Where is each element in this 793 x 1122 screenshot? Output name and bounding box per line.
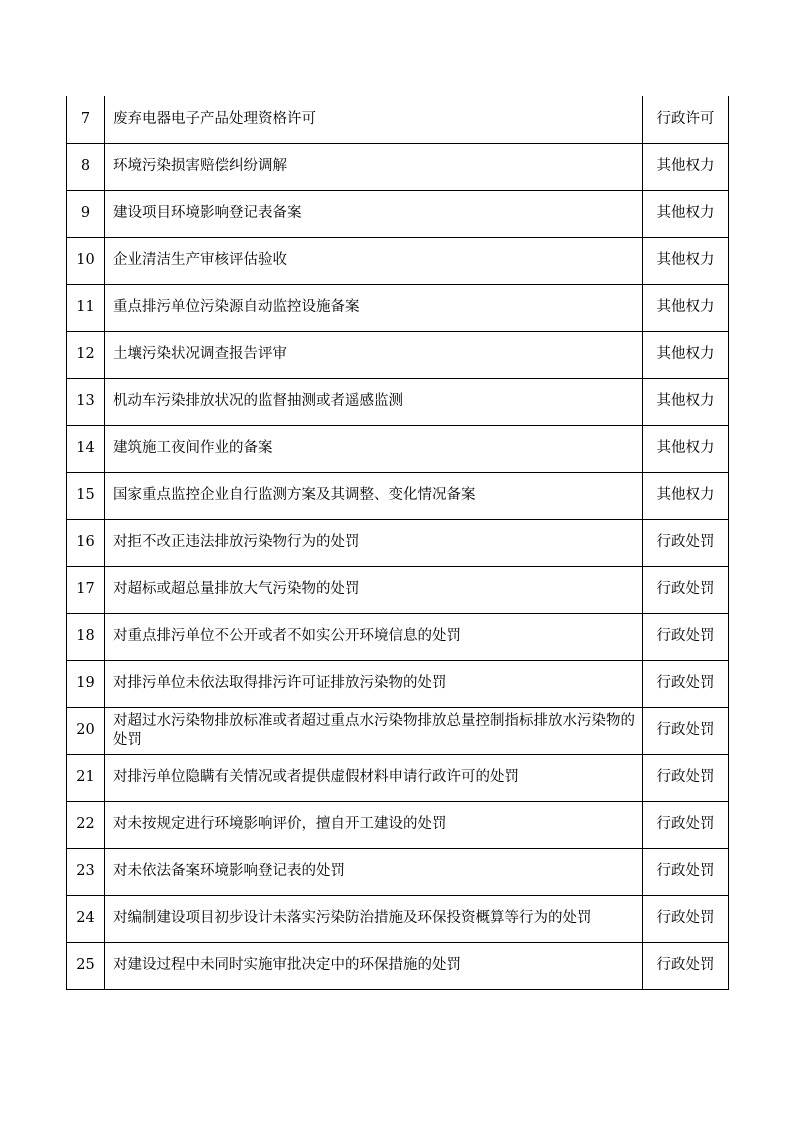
table-row: [67, 754, 729, 801]
item-name: 环境污染损害赔偿纠纷调解: [105, 143, 643, 190]
row-number: 22: [67, 801, 105, 848]
power-type: 行政许可: [643, 96, 729, 143]
power-type: 其他权力: [643, 425, 729, 472]
row-number: 14: [67, 425, 105, 472]
row-number: 12: [67, 331, 105, 378]
power-type: 行政处罚: [643, 707, 729, 754]
power-type: 其他权力: [643, 472, 729, 519]
power-type: 行政处罚: [643, 801, 729, 848]
row-number: 17: [67, 566, 105, 613]
table-row: [67, 472, 729, 519]
item-name: 对编制建设项目初步设计未落实污染防治措施及环保投资概算等行为的处罚: [105, 895, 643, 942]
power-type: 行政处罚: [643, 754, 729, 801]
row-number: 9: [67, 190, 105, 237]
power-type: 其他权力: [643, 284, 729, 331]
item-name: 企业清洁生产审核评估验收: [105, 237, 643, 284]
power-type: 行政处罚: [643, 942, 729, 989]
row-number: 25: [67, 942, 105, 989]
item-name: 建设项目环境影响登记表备案: [105, 190, 643, 237]
table-row: [67, 895, 729, 942]
item-name: 对重点排污单位不公开或者不如实公开环境信息的处罚: [105, 613, 643, 660]
item-name: 对未按规定进行环境影响评价，擅自开工建设的处罚: [105, 801, 643, 848]
power-type: 其他权力: [643, 190, 729, 237]
table-row: [67, 284, 729, 331]
row-number: 13: [67, 378, 105, 425]
table-row: [67, 378, 729, 425]
row-number: 16: [67, 519, 105, 566]
power-type: 其他权力: [643, 378, 729, 425]
row-number: 18: [67, 613, 105, 660]
item-name: 对拒不改正违法排放污染物行为的处罚: [105, 519, 643, 566]
table-row: [67, 566, 729, 613]
power-type: 其他权力: [643, 237, 729, 284]
row-number: 11: [67, 284, 105, 331]
item-name: 机动车污染排放状况的监督抽测或者遥感监测: [105, 378, 643, 425]
power-type: 其他权力: [643, 143, 729, 190]
table-row: [67, 425, 729, 472]
item-name: 对建设过程中未同时实施审批决定中的环保措施的处罚: [105, 942, 643, 989]
item-name: 废弃电器电子产品处理资格许可: [105, 96, 643, 143]
table-row: [67, 942, 729, 989]
table-row: [67, 190, 729, 237]
item-name: 对排污单位未依法取得排污许可证排放污染物的处罚: [105, 660, 643, 707]
power-type: 其他权力: [643, 331, 729, 378]
power-type: 行政处罚: [643, 895, 729, 942]
table-row: [67, 848, 729, 895]
table-body: [67, 96, 729, 989]
power-type: 行政处罚: [643, 566, 729, 613]
row-number: 19: [67, 660, 105, 707]
row-number: 23: [67, 848, 105, 895]
power-type: 行政处罚: [643, 519, 729, 566]
table-row: [67, 801, 729, 848]
item-name: 对超标或超总量排放大气污染物的处罚: [105, 566, 643, 613]
power-type: 行政处罚: [643, 848, 729, 895]
item-name: 国家重点监控企业自行监测方案及其调整、变化情况备案: [105, 472, 643, 519]
row-number: 20: [67, 707, 105, 754]
row-number: 15: [67, 472, 105, 519]
table-row: [67, 143, 729, 190]
item-name: 对排污单位隐瞒有关情况或者提供虚假材料申请行政许可的处罚: [105, 754, 643, 801]
table-row: [67, 707, 729, 754]
item-name: 土壤污染状况调查报告评审: [105, 331, 643, 378]
item-name: 对未依法备案环境影响登记表的处罚: [105, 848, 643, 895]
table-row: [67, 237, 729, 284]
row-number: 8: [67, 143, 105, 190]
table-row: [67, 331, 729, 378]
item-name: 对超过水污染物排放标准或者超过重点水污染物排放总量控制指标排放水污染物的处罚: [105, 707, 643, 754]
item-name: 重点排污单位污染源自动监控设施备案: [105, 284, 643, 331]
table-row: [67, 519, 729, 566]
row-number: 7: [67, 96, 105, 143]
power-list-table: [66, 96, 729, 990]
item-name: 建筑施工夜间作业的备案: [105, 425, 643, 472]
table-row: [67, 613, 729, 660]
power-type: 行政处罚: [643, 660, 729, 707]
table-row: [67, 660, 729, 707]
row-number: 24: [67, 895, 105, 942]
row-number: 10: [67, 237, 105, 284]
table-row: [67, 96, 729, 143]
power-type: 行政处罚: [643, 613, 729, 660]
row-number: 21: [67, 754, 105, 801]
